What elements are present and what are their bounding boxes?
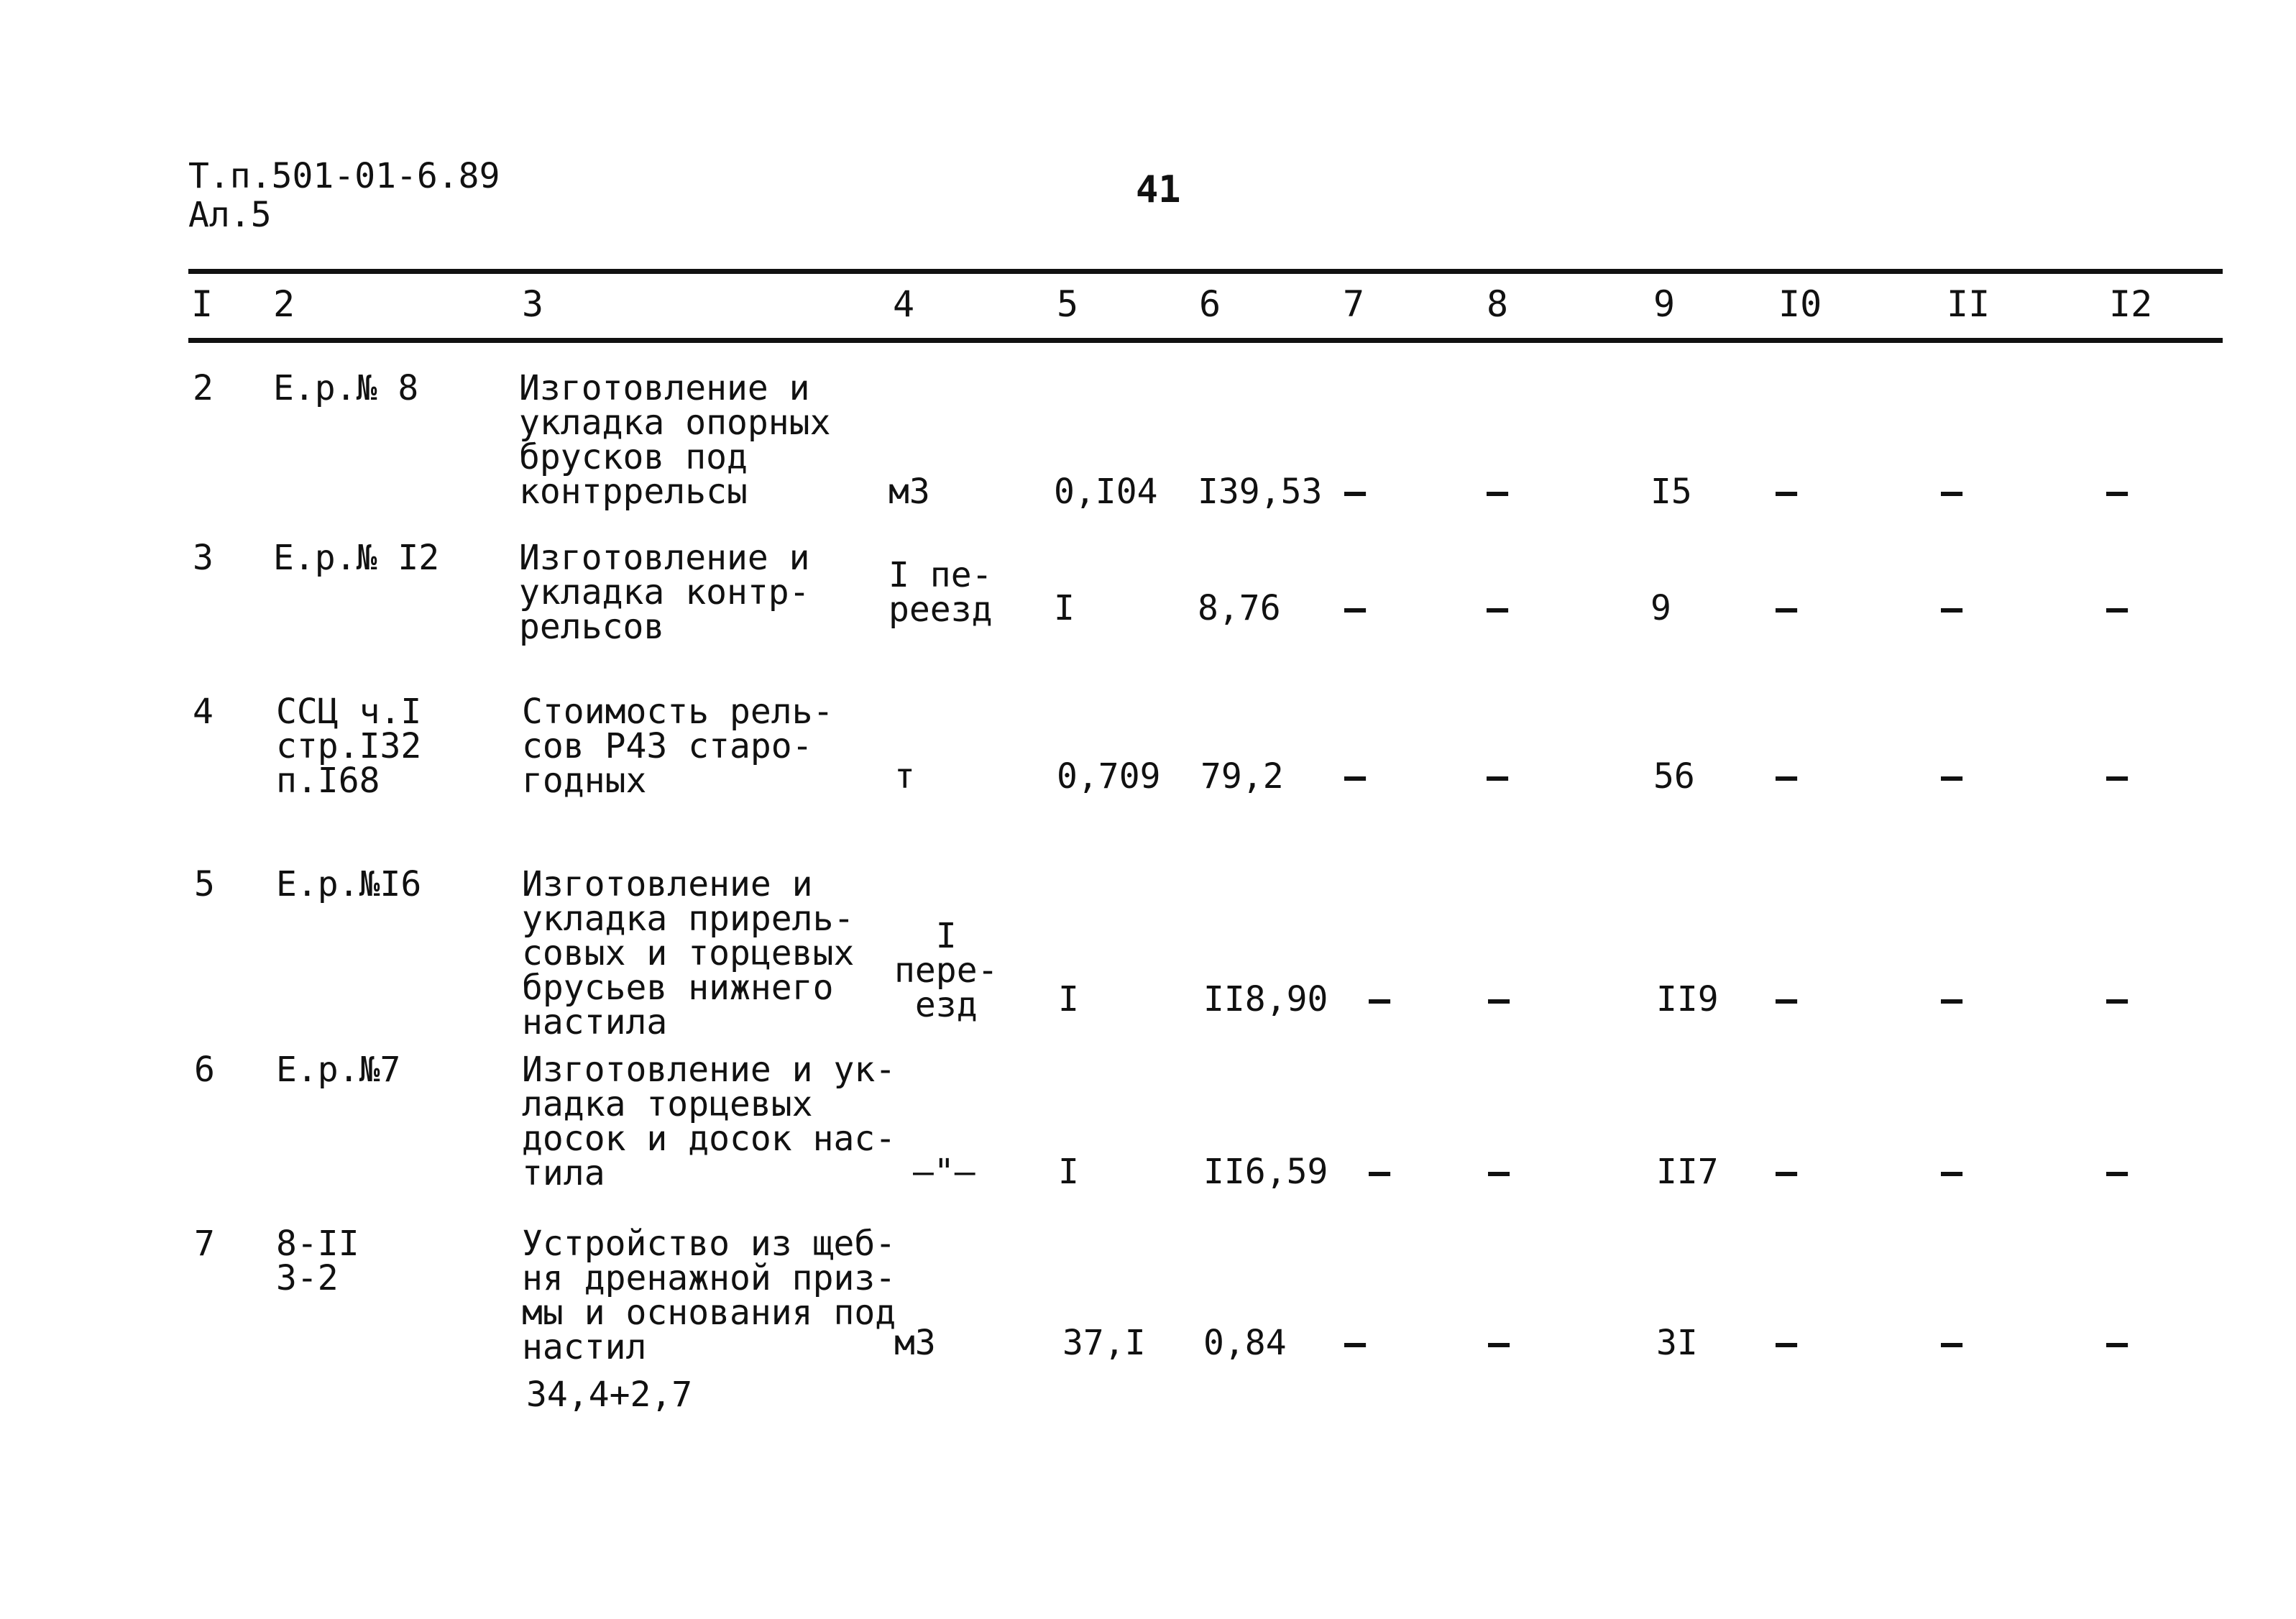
row-2-unit: м3 [888, 472, 930, 512]
column-header-9: 9 [1653, 283, 1676, 325]
row-3-col8: – [1487, 587, 1509, 629]
row-2-col7: – [1344, 471, 1367, 513]
row-2-source: Е.р.№ 8 [273, 368, 419, 408]
row-6-col7: – [1369, 1151, 1391, 1193]
column-header-5: 5 [1057, 283, 1079, 325]
row-2-col8: – [1487, 471, 1509, 513]
row-4-col10: – [1776, 756, 1798, 797]
row-3-col7: – [1344, 587, 1367, 629]
row-4-price: 79,2 [1200, 756, 1284, 797]
row-3-description: Изготовление и укладка контр- рельсов [519, 538, 810, 647]
row-7-number: 7 [194, 1224, 215, 1264]
row-2-description: Изготовление и укладка опорных брусков под контррельсы [519, 368, 831, 512]
row-7-col11: – [1941, 1322, 1963, 1364]
row-6-number: 6 [194, 1050, 215, 1090]
column-header-1: I [191, 283, 213, 325]
row-7-col8: – [1488, 1322, 1510, 1364]
row-5-col12: – [2106, 978, 2129, 1020]
row-4-col12: – [2106, 756, 2129, 797]
row-7-price: 0,84 [1203, 1323, 1287, 1363]
row-6-col9: II7 [1656, 1152, 1719, 1192]
row-4-quantity: 0,709 [1057, 756, 1161, 797]
row-2-price: I39,53 [1198, 472, 1323, 512]
column-header-8: 8 [1487, 283, 1509, 325]
row-6-col12: – [2106, 1151, 2129, 1193]
row-5-col9: II9 [1656, 979, 1719, 1019]
row-4-col9: 56 [1653, 756, 1695, 797]
row-4-unit: т [894, 756, 915, 797]
row-2-col10: – [1776, 471, 1798, 513]
row-2-number: 2 [193, 368, 213, 408]
row-5-quantity: I [1058, 979, 1079, 1019]
row-6-col8: – [1488, 1151, 1510, 1193]
row-2-quantity: 0,I04 [1054, 472, 1158, 512]
column-header-2: 2 [273, 283, 295, 325]
row-6-description: Изготовление и ук- ладка торцевых досок и досок нас- тила [522, 1050, 896, 1193]
row-7-col9: 3I [1656, 1323, 1698, 1363]
row-5-price: II8,90 [1203, 979, 1328, 1019]
row-5-col7: – [1369, 978, 1391, 1020]
row-7-unit: м3 [894, 1323, 936, 1363]
row-3-number: 3 [193, 538, 213, 578]
row-2-col9: I5 [1650, 472, 1692, 512]
row-6-price: II6,59 [1203, 1152, 1328, 1192]
row-6-col10: – [1776, 1151, 1798, 1193]
column-header-4: 4 [893, 283, 915, 325]
row-7-source: 8-II 3-2 [276, 1224, 359, 1298]
row-4-col8: – [1487, 756, 1509, 797]
column-header-7: 7 [1343, 283, 1365, 325]
page-number: 41 [1136, 168, 1181, 211]
row-5-col10: – [1776, 978, 1798, 1020]
document-code: Т.п.501-01-6.89 Ал.5 [188, 156, 500, 235]
row-5-source: Е.р.№I6 [276, 864, 422, 904]
row-7-col12: – [2106, 1322, 2129, 1364]
row-7-quantity: 37,I [1062, 1323, 1146, 1363]
row-6-source: Е.р.№7 [276, 1050, 401, 1090]
column-header-6: 6 [1199, 283, 1221, 325]
row-5-number: 5 [194, 864, 215, 904]
row-4-description: Стоимость рель- сов Р43 старо- годных [522, 692, 834, 801]
top-rule [188, 269, 2223, 274]
column-header-11: II [1947, 283, 1990, 325]
row-3-unit: I пе- реезд [888, 555, 993, 630]
row-5-unit: I пере- езд [894, 916, 998, 1025]
row-2-col11: – [1941, 471, 1963, 513]
row-2-col12: – [2106, 471, 2129, 513]
row-3-col12: – [2106, 587, 2129, 629]
row-6-col11: – [1941, 1151, 1963, 1193]
row-3-col9: 9 [1650, 588, 1671, 628]
row-3-price: 8,76 [1198, 588, 1281, 628]
row-4-source: ССЦ ч.I стр.I32 п.I68 [276, 692, 422, 801]
row-7-description: Устройство из щеб- ня дренажной приз- мы и основания под настил [522, 1224, 896, 1367]
row-7-col7: – [1344, 1322, 1367, 1364]
row-3-quantity: I [1054, 588, 1075, 628]
row-3-col11: – [1941, 587, 1963, 629]
row-4-number: 4 [193, 692, 213, 732]
row-3-source: Е.р.№ I2 [273, 538, 440, 578]
row-4-col7: – [1344, 756, 1367, 797]
row-6-unit: –"– [913, 1152, 975, 1192]
header-rule [188, 338, 2223, 343]
row-7-col10: – [1776, 1322, 1798, 1364]
row-6-quantity: I [1058, 1152, 1079, 1192]
row-3-col10: – [1776, 587, 1798, 629]
column-header-10: I0 [1778, 283, 1822, 325]
column-header-12: I2 [2109, 283, 2153, 325]
column-header-3: 3 [522, 283, 544, 325]
row-5-col11: – [1941, 978, 1963, 1020]
row-5-col8: – [1488, 978, 1510, 1020]
row-7-calculation: 34,4+2,7 [526, 1375, 693, 1415]
row-5-description: Изготовление и укладка прирель- совых и торцевых брусьев нижнего настила [522, 864, 855, 1042]
row-4-col11: – [1941, 756, 1963, 797]
